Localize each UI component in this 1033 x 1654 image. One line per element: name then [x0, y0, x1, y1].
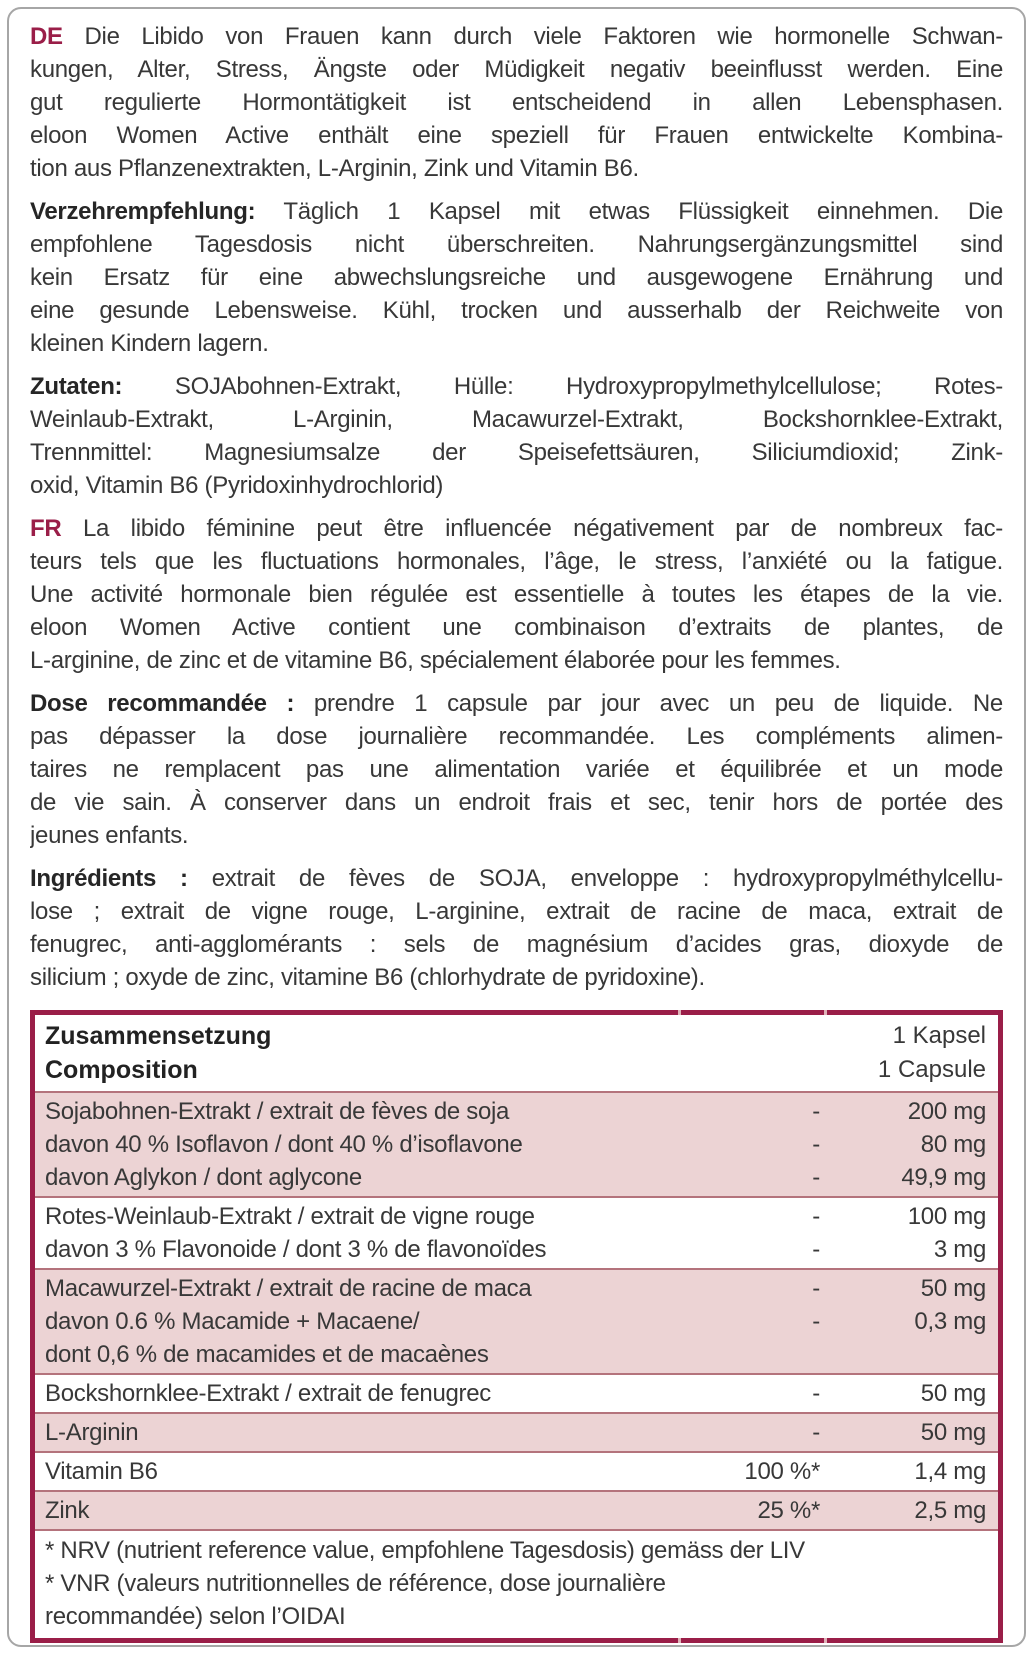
line-text: pas dépasser la dose journalière recommandée. Les compléments alimen-	[30, 723, 1003, 750]
line-text: kungen, Alter, Stress, Ängste oder Müdigkeit negativ beeinflusst werden. Eine	[30, 56, 1003, 83]
line-text: Die Libido von Frauen kann durch viele Faktoren wie hormonelle Schwan-	[84, 23, 1003, 50]
text-line	[30, 294, 1003, 327]
section-label: Verzehrempfehlung:	[30, 198, 256, 225]
table-row	[35, 1455, 998, 1488]
table-row	[35, 1200, 998, 1233]
table-row	[35, 1272, 998, 1305]
line-text: taires ne remplacent pas une alimentation variée et équilibrée et un mode	[30, 756, 1003, 783]
ingredient-name: Rotes-Weinlaub-Extrakt / extrait de vigne rouge	[45, 1203, 535, 1230]
ingredient-amount: 100 mg	[907, 1203, 986, 1230]
text-line	[30, 53, 1003, 86]
line-text: Weinlaub-Extrakt, L-Arginin, Macawurzel-Extrakt, Bockshornklee-Extrakt,	[30, 406, 1003, 433]
line-text: silicium ; oxyde de zinc, vitamine B6 (chlorhydrate de pyridoxine).	[30, 964, 705, 991]
line-text: L-arginine, de zinc et de vitamine B6, spécialement élaborée pour les femmes.	[30, 647, 841, 674]
ingredient-name: davon Aglykon / dont aglycone	[45, 1164, 362, 1191]
table-unit-column-header	[878, 1019, 986, 1087]
text-line	[30, 753, 1003, 786]
text-line	[30, 403, 1003, 436]
ingredient-name: dont 0,6 % de macamides et de macaènes	[45, 1341, 489, 1368]
text-line	[30, 578, 1003, 611]
text-line	[30, 228, 1003, 261]
text-line	[30, 895, 1003, 928]
text-line	[30, 611, 1003, 644]
ingredient-nrv-percent: -	[812, 1275, 820, 1302]
table-row	[35, 1095, 998, 1128]
table-group	[35, 1268, 998, 1373]
table-group	[35, 1451, 998, 1490]
section-label: Dose recommandée :	[30, 690, 295, 717]
column-divider-notch	[824, 1638, 827, 1643]
paragraph-de-ingredients	[30, 370, 1003, 502]
ingredient-amount: 1,4 mg	[914, 1458, 986, 1485]
table-title	[45, 1019, 271, 1087]
label-content	[30, 20, 1003, 1643]
text-line	[30, 961, 1003, 994]
column-divider-notch	[824, 1010, 827, 1015]
text-line	[30, 819, 1003, 852]
footnote-line: * VNR (valeurs nutritionnelles de référence, dose journalière	[45, 1570, 666, 1597]
ingredient-nrv-percent: 100 %*	[744, 1458, 820, 1485]
composition-table	[30, 1010, 1003, 1643]
text-line	[30, 687, 1003, 720]
line-text: eloon Women Active contient une combinaison d’extraits de plantes, de	[30, 614, 1003, 641]
text-line	[30, 152, 1003, 185]
text-line	[30, 327, 1003, 360]
line-text: SOJAbohnen-Extrakt, Hülle: Hydroxypropylmethylcellulose; Rotes-	[174, 373, 1003, 400]
table-row	[35, 1338, 998, 1371]
ingredient-amount: 80 mg	[920, 1131, 986, 1158]
ingredient-name: davon 40 % Isoflavon / dont 40 % d’isoflavone	[45, 1131, 523, 1158]
line-text: La libido féminine peut être influencée négativement par de nombreux fac-	[82, 515, 1003, 542]
ingredient-amount: 50 mg	[920, 1275, 986, 1302]
ingredient-name: Zink	[45, 1497, 90, 1524]
table-group	[35, 1196, 998, 1268]
line-text: empfohlene Tagesdosis nicht überschreiten. Nahrungsergänzungsmittel sind	[30, 231, 1003, 258]
ingredient-amount: 200 mg	[907, 1098, 986, 1125]
line-text: Täglich 1 Kapsel mit etwas Flüssigkeit einnehmen. Die	[283, 198, 1003, 225]
ingredient-amount: 50 mg	[920, 1419, 986, 1446]
ingredient-name: Sojabohnen-Extrakt / extrait de fèves de soja	[45, 1098, 510, 1125]
line-text: jeunes enfants.	[30, 822, 189, 849]
section-label: Ingrédients :	[30, 865, 188, 892]
table-unit-de: 1 Kapsel	[892, 1022, 986, 1049]
ingredient-amount: 2,5 mg	[914, 1497, 986, 1524]
text-line	[30, 786, 1003, 819]
ingredient-nrv-percent: -	[812, 1203, 820, 1230]
table-footnotes	[35, 1529, 998, 1638]
composition-table-body	[35, 1091, 998, 1529]
text-line	[30, 644, 1003, 677]
table-title-de: Zusammensetzung	[45, 1022, 272, 1050]
ingredient-amount: 50 mg	[920, 1380, 986, 1407]
line-text: Une activité hormonale bien régulée est essentielle à toutes les étapes de la vie.	[30, 581, 1003, 608]
text-line	[30, 469, 1003, 502]
table-group	[35, 1490, 998, 1529]
language-tag: DE	[30, 23, 63, 50]
line-text: eine gesunde Lebensweise. Kühl, trocken und ausserhalb der Reichweite von	[30, 297, 1003, 324]
text-line	[30, 512, 1003, 545]
column-divider-notch	[678, 1638, 681, 1643]
line-text: prendre 1 capsule par jour avec un peu de liquide. Ne	[313, 690, 1003, 717]
text-line	[30, 720, 1003, 753]
text-line	[30, 370, 1003, 403]
ingredient-nrv-percent: -	[812, 1164, 820, 1191]
body-paragraphs	[30, 20, 1003, 994]
line-text: Trennmittel: Magnesiumsalze der Speisefettsäuren, Siliciumdioxid; Zink-	[30, 439, 1003, 466]
table-row	[35, 1161, 998, 1194]
ingredient-amount: 0,3 mg	[914, 1308, 986, 1335]
line-text: de vie sain. À conserver dans un endroit frais et sec, tenir hors de portée des	[30, 789, 1003, 816]
line-text: kleinen Kindern lagern.	[30, 330, 269, 357]
table-row	[35, 1233, 998, 1266]
line-text: extrait de fèves de SOJA, enveloppe : hydroxypropylméthylcellu-	[211, 865, 1003, 892]
text-line	[30, 436, 1003, 469]
table-row	[35, 1305, 998, 1338]
ingredient-nrv-percent: 25 %*	[757, 1497, 820, 1524]
paragraph-de-intro	[30, 20, 1003, 185]
table-row	[35, 1128, 998, 1161]
ingredient-name: davon 0.6 % Macamide + Macaene/	[45, 1308, 420, 1335]
line-text: teurs tels que les fluctuations hormonales, l’âge, le stress, l’anxiété ou la fatigue.	[30, 548, 1003, 575]
table-row	[35, 1416, 998, 1449]
paragraph-de-dosage	[30, 195, 1003, 360]
ingredient-amount: 3 mg	[933, 1236, 986, 1263]
ingredient-name: Macawurzel-Extrakt / extrait de racine de maca	[45, 1275, 532, 1302]
table-group	[35, 1373, 998, 1412]
ingredient-nrv-percent	[675, 1338, 820, 1371]
footnote-line: * NRV (nutrient reference value, empfohlene Tagesdosis) gemäss der LIV	[45, 1537, 805, 1564]
text-line	[30, 86, 1003, 119]
ingredient-name: Bockshornklee-Extrakt / extrait de fenugrec	[45, 1380, 491, 1407]
line-text: lose ; extrait de vigne rouge, L-arginine, extrait de racine de maca, extrait de	[30, 898, 1003, 925]
language-tag: FR	[30, 515, 62, 542]
ingredient-nrv-percent: -	[812, 1308, 820, 1335]
ingredient-nrv-percent: -	[812, 1098, 820, 1125]
table-unit-fr: 1 Capsule	[877, 1056, 986, 1083]
text-line	[30, 20, 1003, 53]
text-line	[30, 261, 1003, 294]
section-label: Zutaten:	[30, 373, 123, 400]
ingredient-nrv-percent: -	[812, 1131, 820, 1158]
table-row	[35, 1494, 998, 1527]
table-row	[35, 1377, 998, 1410]
ingredient-nrv-percent: -	[812, 1236, 820, 1263]
footnote-line: recommandée) selon l’OIDAI	[45, 1603, 346, 1630]
ingredient-nrv-percent: -	[812, 1380, 820, 1407]
paragraph-fr-ingredients	[30, 862, 1003, 994]
line-text: fenugrec, anti-agglomérants : sels de magnésium d’acides gras, dioxyde de	[30, 931, 1003, 958]
ingredient-name: Vitamin B6	[45, 1458, 158, 1485]
table-group	[35, 1412, 998, 1451]
text-line	[30, 545, 1003, 578]
column-divider-notch	[678, 1010, 681, 1015]
text-line	[30, 195, 1003, 228]
ingredient-amount: 49,9 mg	[901, 1164, 986, 1191]
text-line	[30, 862, 1003, 895]
text-line	[30, 928, 1003, 961]
text-line	[30, 119, 1003, 152]
ingredient-amount	[820, 1338, 998, 1371]
ingredient-nrv-percent: -	[812, 1419, 820, 1446]
ingredient-name: davon 3 % Flavonoide / dont 3 % de flavonoïdes	[45, 1236, 547, 1263]
ingredient-name: L-Arginin	[45, 1419, 139, 1446]
paragraph-fr-dosage	[30, 687, 1003, 852]
line-text: gut regulierte Hormontätigkeit ist entscheidend in allen Lebensphasen.	[30, 89, 1003, 116]
line-text: eloon Women Active enthält eine speziell für Frauen entwickelte Kombina-	[30, 122, 1003, 149]
line-text: tion aus Pflanzenextrakten, L-Arginin, Zink und Vitamin B6.	[30, 155, 639, 182]
table-title-fr: Composition	[45, 1056, 198, 1084]
table-header	[35, 1015, 998, 1091]
line-text: oxid, Vitamin B6 (Pyridoxinhydrochlorid)	[30, 472, 444, 499]
line-text: kein Ersatz für eine abwechslungsreiche und ausgewogene Ernährung und	[30, 264, 1003, 291]
table-group	[35, 1091, 998, 1196]
paragraph-fr-intro	[30, 512, 1003, 677]
